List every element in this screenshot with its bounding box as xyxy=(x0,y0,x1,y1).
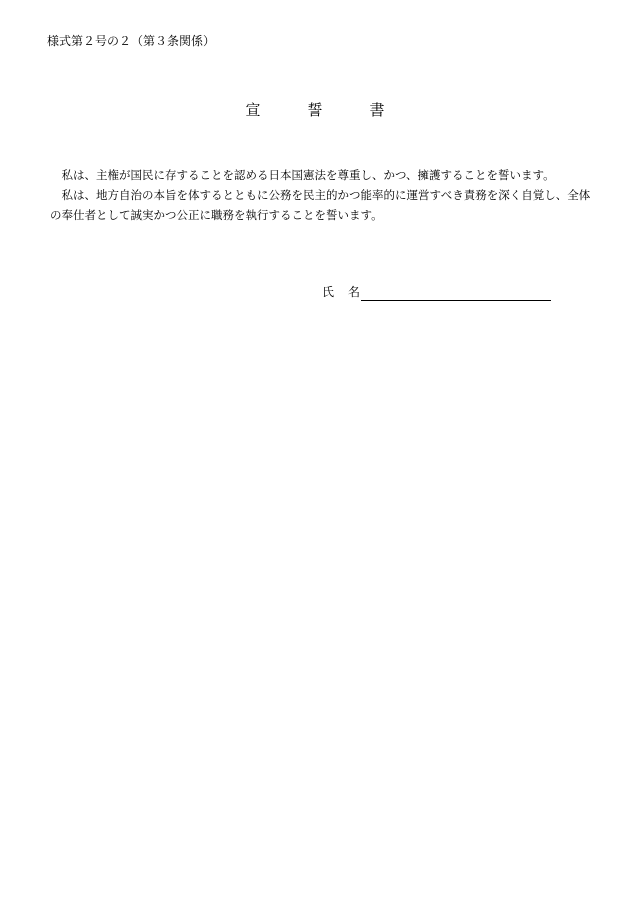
document-title xyxy=(0,100,630,120)
oath-paragraph-2-line-2: の奉仕者として誠実かつ公正に職務を執行することを誓います。 xyxy=(50,208,383,222)
oath-body xyxy=(50,165,591,225)
oath-paragraph-2 xyxy=(50,185,591,225)
name-signature-line[interactable] xyxy=(361,287,551,301)
title-char-2: 誓 xyxy=(307,101,323,119)
oath-paragraph-1 xyxy=(50,165,584,185)
title-char-3: 書 xyxy=(369,101,385,119)
signature-block xyxy=(322,283,551,301)
oath-paragraph-2-line-1: 私は、地方自治の本旨を体するとともに公務を民主的かつ能率的に運営すべき責務を深く自覚し、全体 xyxy=(61,188,591,202)
form-number: 様式第２号の２（第３条関係） xyxy=(47,34,216,48)
oath-paragraph-1-text: 私は、主権が国民に存することを認める日本国憲法を尊重し、かつ、擁護することを誓います。 xyxy=(61,168,555,182)
name-label-char-2: 名 xyxy=(348,285,361,299)
name-label-char-1: 氏 xyxy=(322,285,335,299)
title-char-1: 宣 xyxy=(245,101,261,119)
